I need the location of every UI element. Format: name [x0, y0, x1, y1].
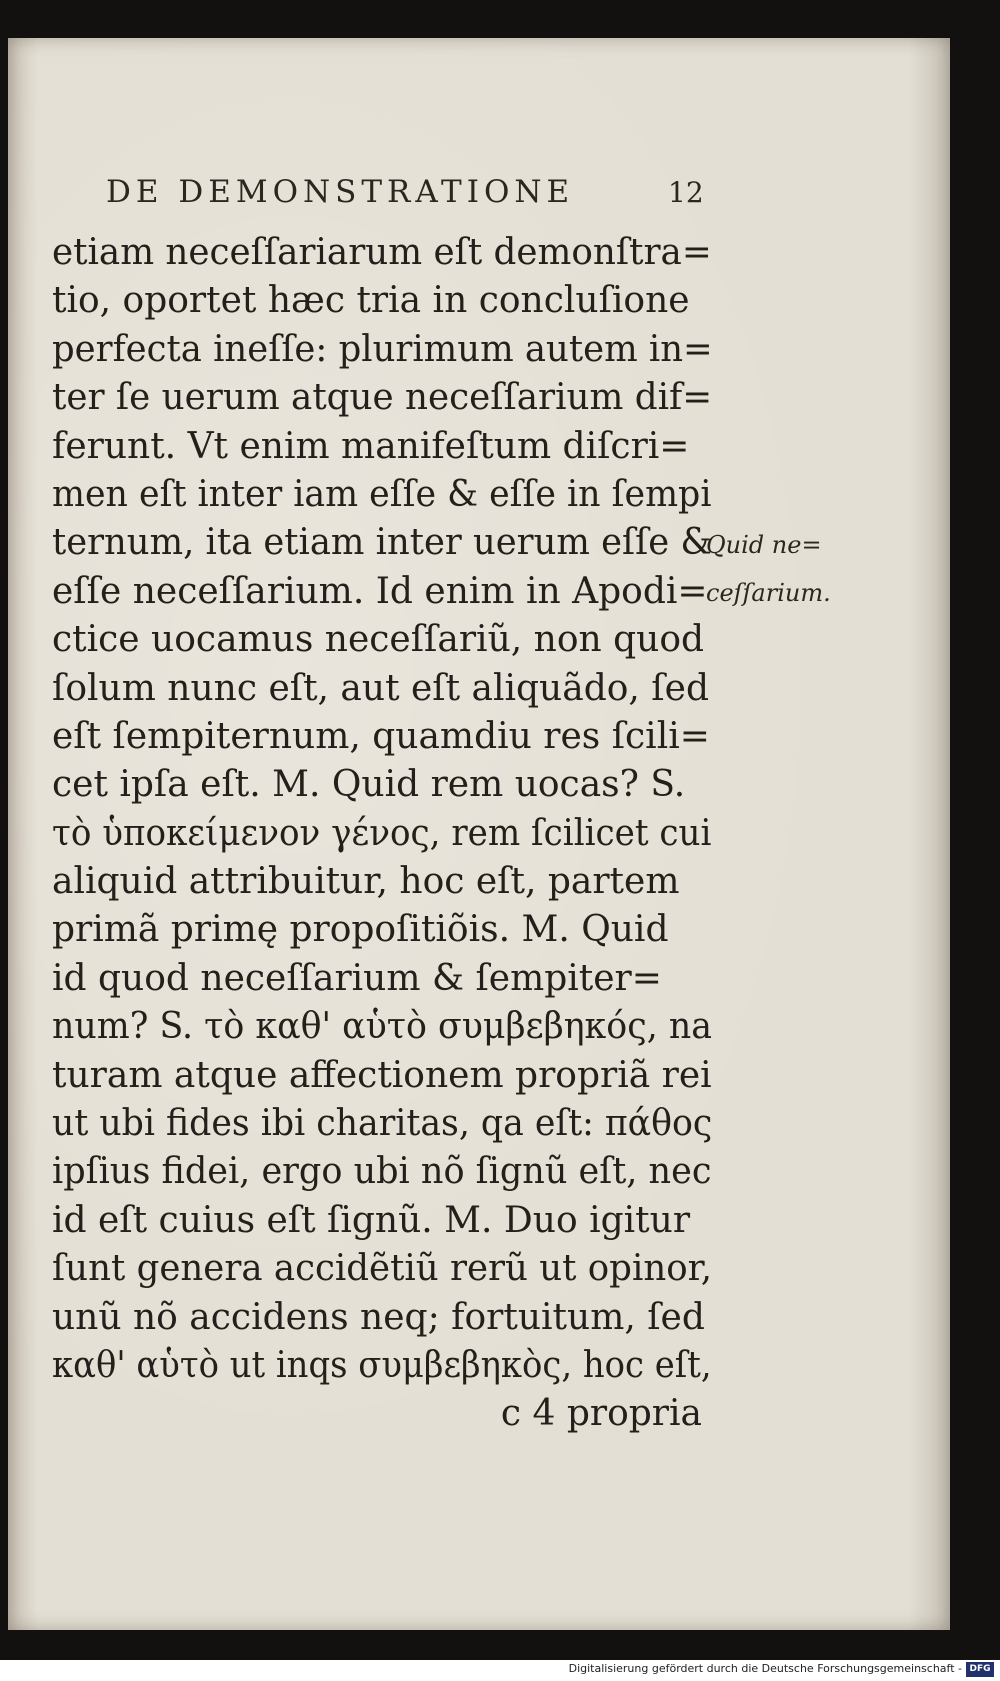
text-line: cet ipſa eſt. M. Quid rem uocas? S. [52, 764, 686, 806]
text-line: ſolum nunc eſt, aut eſt aliquãdo, ſed [52, 667, 709, 709]
text-line: id quod neceſſarium & ſempiter= [52, 957, 662, 999]
text-line: ternum, ita etiam inter uerum eſſe & [52, 522, 712, 564]
text-line: καθ' αὑτὸ ut inqs συμβεβηκὸς, hoc eſt, [52, 1344, 712, 1386]
text-line: ferunt. Vt enim manifeſtum diſcri= [52, 425, 690, 467]
signature-catchword: c 4 propria [500, 1393, 702, 1435]
margin-note [706, 521, 866, 617]
digitization-credit: Digitalisierung gefördert durch die Deutsche Forschungsgemeinschaft - [568, 1662, 962, 1675]
text-line: eſſe neceſſarium. Id enim in Apodi= [52, 570, 708, 612]
text-line: eſt ſempiternum, quamdiu res ſcili= [52, 715, 710, 757]
text-line: perfecta ineſſe: plurimum autem in= [52, 328, 713, 370]
page-number: 12 [668, 176, 704, 209]
book-page [8, 38, 950, 1630]
text-line: aliquid attribuitur, hoc eſt, partem [52, 861, 680, 903]
text-line: ter ſe uerum atque neceſſarium dif= [52, 377, 713, 419]
text-line: num? S. τὸ καθ' αὑτὸ συμβεβηκός, na [52, 1006, 712, 1048]
body-text [52, 229, 712, 1439]
text-line: men eſt inter iam eſſe & eſſe in ſempi [52, 473, 712, 515]
text-line: turam atque affectionem propriã rei [52, 1054, 712, 1096]
margin-note-line: Quid ne= [706, 531, 822, 559]
text-line: ſunt genera accidẽtiũ rerũ ut opinor, [52, 1248, 713, 1290]
text-line: ctice uocamus neceſſariũ, non quod [52, 619, 705, 661]
text-line: primã primę propoſitiõis. M. Quid [52, 909, 669, 951]
text-line: τὸ ὑποκείμενον γένος, rem ſcilicet cui [52, 812, 712, 854]
margin-note-line: ceſſarium. [706, 579, 831, 607]
text-line: unũ nõ accidens neq; fortuitum, ſed [52, 1296, 705, 1338]
text-line: ut ubi fides ibi charitas, qa eſt: πάθος [52, 1103, 713, 1145]
running-head: DE DEMONSTRATIONE [106, 174, 575, 210]
text-line: etiam neceſſariarum eſt demonſtra= [52, 232, 712, 273]
dfg-logo: DFG [966, 1662, 994, 1677]
text-line: id eſt cuius eſt ſignũ. M. Duo igitur [52, 1199, 691, 1241]
text-line: tio, oportet hæc tria in concluſione [52, 280, 690, 322]
footer-bar [0, 1660, 1000, 1681]
text-line: ipſius fidei, ergo ubi nõ ſignũ eſt, nec [52, 1151, 712, 1193]
